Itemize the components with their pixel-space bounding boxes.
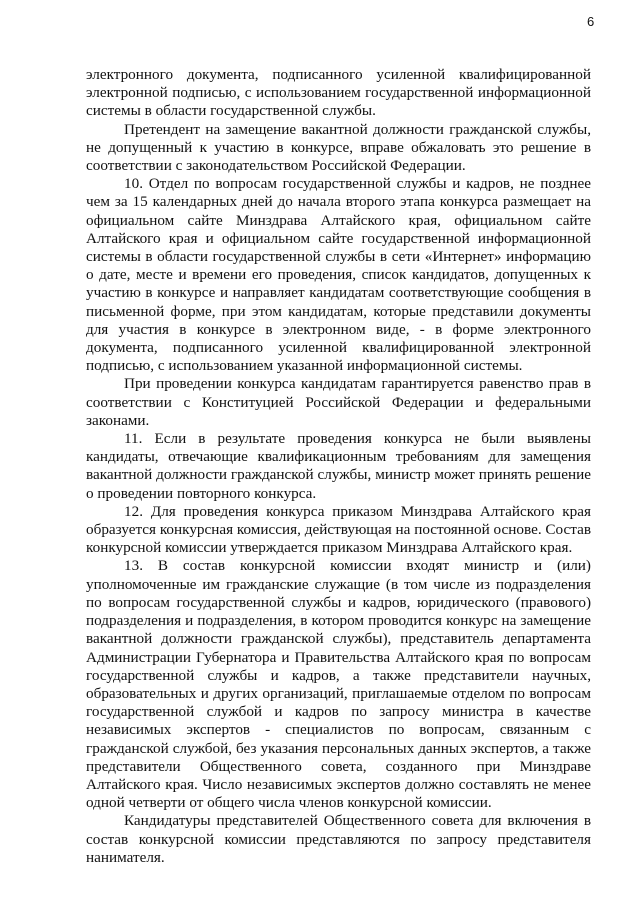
paragraph-public-council: Кандидатуры представителей Общественного совета для включения в состав конкурсной комиссии представляются по запросу представителя нанимателя. <box>86 812 591 866</box>
paragraph-equal-rights: При проведении конкурса кандидатам гарантируется равенство прав в соответствии с Конституцией Российской Федерации и федеральными законами. <box>86 375 591 429</box>
paragraph-appeal-right: Претендент на замещение вакантной должности гражданской службы, не допущенный к участию в конкурсе, вправе обжаловать это решение в соответствии с законодательством Российской Федерации. <box>86 120 591 175</box>
paragraph-continuation: электронного документа, подписанного усиленной квалифицированной электронной подписью, с использованием государственной информационной системы в области государственной службы. <box>86 66 591 120</box>
paragraph-item-13: 13. В состав конкурсной комиссии входят министр и (или) уполномоченные им гражданские служащие (в том числе из подразделения по вопросам государственной службы и кадров, юридического (правового) подразделения и подразделения, в котором проводится конкурс на замещение вакантной должности гражданской службы), представитель департамента Администрации Губернатора и Правительства Алтайского края по вопросам государственной службы и кадров, а также представители научных, образовательных и других организаций, приглашаемые отделом по вопросам государственной службой и кадров по запросу министра в качестве независимых экспертов - специалистов по вопросам, связанным с гражданской службой, без указания персональных данных экспертов, а также представители Общественного совета, созданного при Минздраве Алтайского края. Число независимых экспертов должно составлять не менее одной четверти от общего числа членов конкурсной комиссии. <box>86 557 591 812</box>
document-body <box>86 66 591 867</box>
paragraph-item-12: 12. Для проведения конкурса приказом Минздрава Алтайского края образуется конкурсная комиссия, действующая на постоянной основе. Состав конкурсной комиссии утверждается приказом Минздрава Алтайского края. <box>86 502 591 557</box>
paragraph-item-10: 10. Отдел по вопросам государственной службы и кадров, не позднее чем за 15 календарных дней до начала второго этапа конкурса размещает на официальном сайте Минздрава Алтайского края, официальном сайте Алтайского края и официальном сайте государственной информационной системы в области государственной службы в сети «Интернет» информацию о дате, месте и времени его проведения, список кандидатов, допущенных к участию в конкурсе и направляет кандидатам соответствующие сообщения в письменной форме, при этом кандидатам, которые представили документы для участия в конкурсе в электронном виде, - в форме электронного документа, подписанного усиленной квалифицированной электронной подписью, с использованием указанной информационной системы. <box>86 175 591 375</box>
paragraph-item-11: 11. Если в результате проведения конкурса не были выявлены кандидаты, отвечающие квалификационным требованиям для замещения вакантной должности гражданской службы, министр может принять решение о проведении повторного конкурса. <box>86 430 591 502</box>
page-number: 6 <box>587 14 595 29</box>
